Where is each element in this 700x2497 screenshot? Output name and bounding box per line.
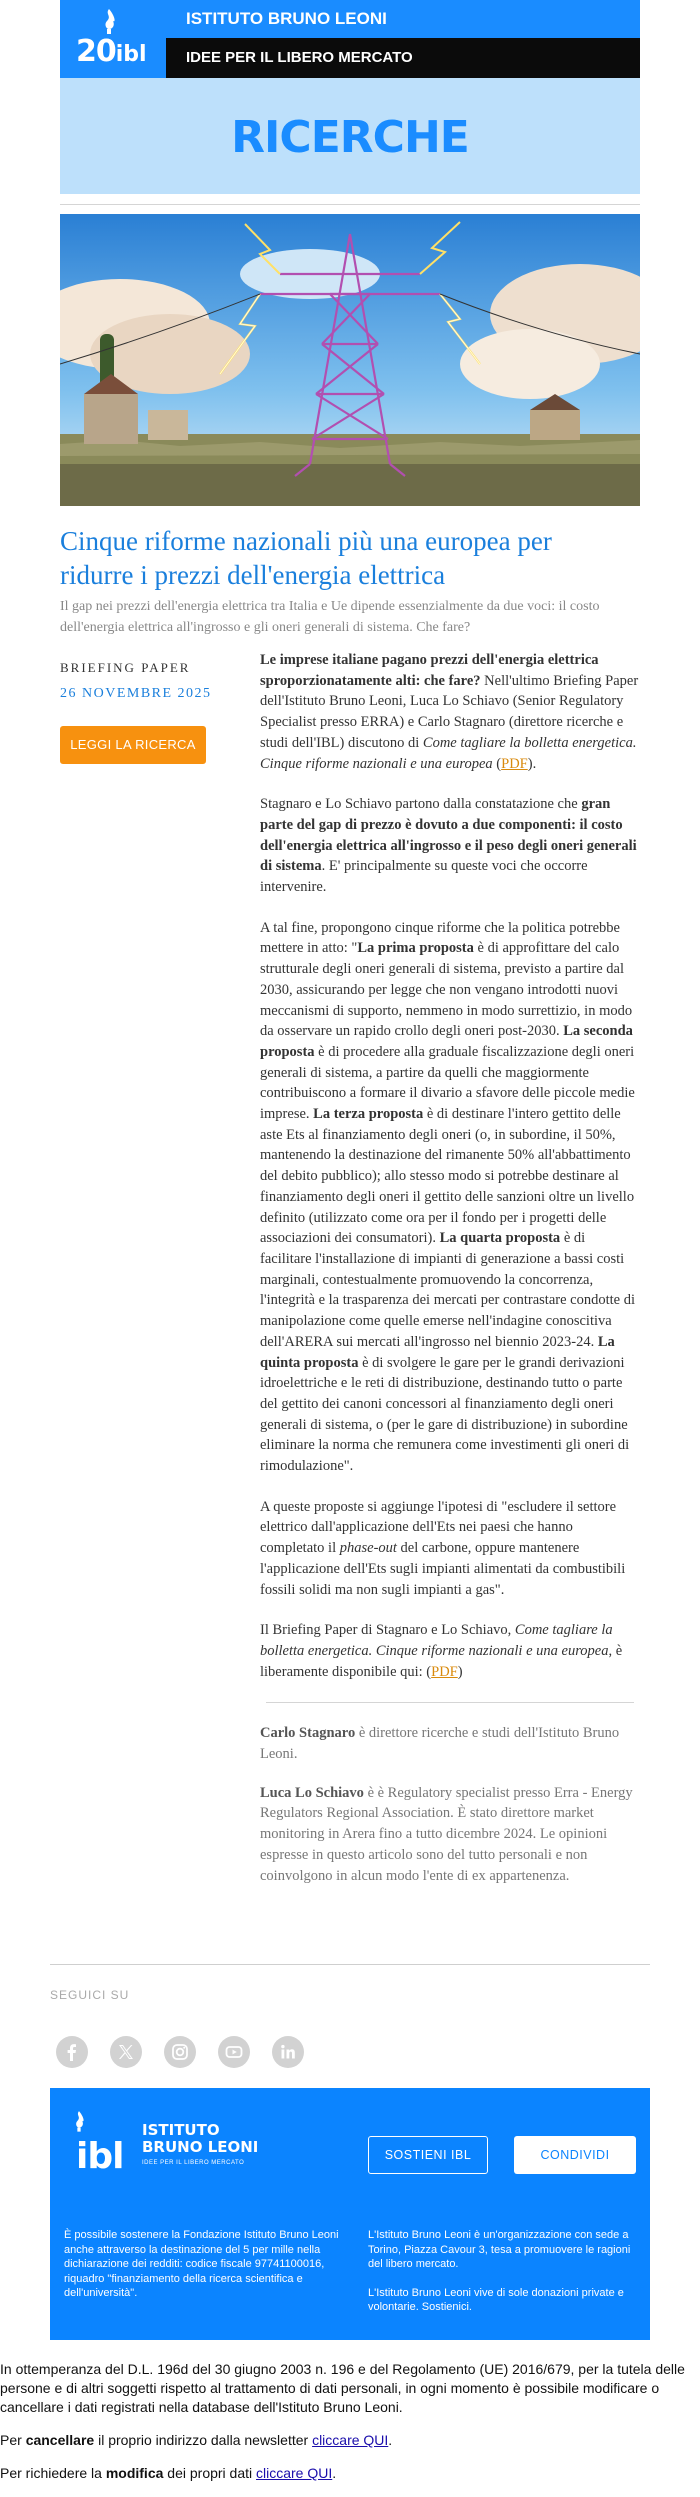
- text: Per: [0, 2432, 26, 2448]
- modify-data-link[interactable]: cliccare QUI: [256, 2465, 333, 2481]
- emphasis: La prima proposta: [357, 940, 474, 957]
- author-bios: [260, 1723, 640, 1886]
- publication-type: BRIEFING PAPER: [60, 660, 191, 675]
- pylon-lightning-illustration: [60, 214, 640, 506]
- publication-date: 26 NOVEMBRE 2025: [60, 686, 212, 701]
- facebook-icon[interactable]: [56, 2036, 88, 2068]
- text: ISTITUTO: [142, 2121, 220, 2139]
- text: Per richiedere la: [0, 2465, 106, 2481]
- tagline: IDEE PER IL LIBERO MERCATO: [166, 38, 640, 78]
- emphasis: modifica: [105, 2465, 164, 2481]
- article-body: [260, 650, 640, 1904]
- torch-flame-icon: [70, 2110, 88, 2132]
- text: è direttore ricerche e studi dell'Istituto Bruno Leoni.: [260, 1725, 620, 1763]
- text: Nell'ultimo Briefing Paper dell'Istituto Bruno Leoni, Luca Lo Schiavo (Senior Regulatory Specialist presso ERRA) e Carlo Stagnaro (direttore ricerche e studi dell'IBL) discutono di: [260, 672, 639, 751]
- footer-tagline: IDEE PER IL LIBERO MERCATO: [142, 2160, 245, 2166]
- support-ibl-button[interactable]: SOSTIENI IBL: [368, 2136, 488, 2174]
- lead-question: Le imprese italiane pagano prezzi dell'energia elettrica sproporzionatamente alti: che fare?: [260, 652, 599, 689]
- about-info: [368, 2228, 638, 2329]
- text: è di svolgere le gare per le grandi derivazioni idroelettriche e le reti di distribuzione, destinando tutto o parte del gettito dei canoni concessori al finanziamento degli oneri generali di sistema, o (per le gare di distribuzione) in subordine eliminare la norma che remunera come investimenti gli oneri di rimodulazione".: [260, 1354, 630, 1475]
- follow-us-label: SEGUICI SU: [50, 1988, 130, 2002]
- ibl-20-logo[interactable]: [60, 0, 166, 78]
- author-bio: [260, 1783, 640, 1887]
- text: L'Istituto Bruno Leoni è un'organizzazione con sede a Torino, Piazza Cavour 3, tesa a promuovere le ragioni del libero mercato.: [368, 2229, 631, 2270]
- section-title: RICERCHE: [231, 112, 469, 163]
- hero-image: [60, 214, 640, 506]
- text: A tal fine, propongono cinque riforme che la politica potrebbe mettere in atto: ": [260, 919, 620, 957]
- unsubscribe-link[interactable]: cliccare QUI: [312, 2432, 389, 2448]
- org-name: ISTITUTO BRUNO LEONI: [166, 0, 640, 38]
- paragraph: [260, 794, 640, 898]
- text: L'Istituto Bruno Leoni vive di sole donazioni private e volontarie. Sostienici.: [368, 2286, 624, 2313]
- emphasis: gran parte del gap di prezzo è dovuto a due componenti: il costo dell'energia elettrica all'ingrosso e il peso degli oneri generali di sistema: [260, 796, 637, 875]
- text: .: [332, 2465, 337, 2481]
- emphasis: La quinta proposta: [260, 1333, 615, 1371]
- pdf-link[interactable]: PDF: [431, 1663, 458, 1680]
- share-button[interactable]: CONDIVIDI: [514, 2136, 636, 2174]
- section-banner: [60, 78, 640, 194]
- text: è di destinare l'intero gettito delle aste Ets al finanziamento degli oneri (o, in subordine, il 50%, mantenendo la destinazione del rimanente 50% all'abbattimento del debito pubblico); allo stesso modo si potrebbe destinare al finanziamento degli oneri il gettito delle sanzioni oltre un livello definito (utilizzato come ora per il fondo per i progetti delle associazioni dei consumatori).: [260, 1106, 635, 1247]
- text: (: [492, 755, 502, 772]
- modify-line: [0, 2464, 700, 2483]
- text: il proprio indirizzo dalla newsletter: [94, 2432, 313, 2448]
- author-name: Carlo Stagnaro: [260, 1725, 356, 1742]
- text: del carbone, oppure mantenere l'applicazione dell'Ets sugli impianti alimentati da combustibili fossili solidi ma non sugli impianti a gas".: [260, 1540, 626, 1598]
- logo-text: 20ibl: [76, 34, 147, 69]
- author-name: Luca Lo Schiavo: [260, 1784, 364, 1801]
- text: In ottemperanza del D.L. 196d del 30 giugno 2003 n. 196 e del Regolamento (UE) 2016/679, per la tutela delle persone e di altri soggetti rispetto al trattamento di dati personali, in ogni momento è possibile modificare o cancellare i dati registrati nella database dell'Istituto Bruno Leoni.: [0, 2361, 685, 2415]
- text: è di approfittare del calo strutturale degli oneri generali di sistema, previsto a partire dal 2030, assicurando per legge che non vengano introdotti nuovi meccanismi di supporto, nemmeno in modo surrettizio, in modo da osservare un rapido crollo degli oneri post-2030.: [260, 940, 633, 1040]
- divider: [50, 1964, 650, 1965]
- paragraph: [260, 650, 640, 774]
- text: ): [457, 1663, 463, 1680]
- unsubscribe-line: [0, 2431, 700, 2450]
- linkedin-icon[interactable]: [272, 2036, 304, 2068]
- footer: [50, 2088, 650, 2340]
- text: Stagnaro e Lo Schiavo partono dalla constatazione che: [260, 796, 582, 813]
- x-icon[interactable]: [110, 2036, 142, 2068]
- text: ).: [527, 755, 537, 772]
- instagram-icon[interactable]: [164, 2036, 196, 2068]
- emphasis: cancellare: [25, 2432, 95, 2448]
- privacy-notice: [0, 2360, 700, 2497]
- author-bio: [260, 1723, 640, 1764]
- footer-logo: ibl: [76, 2136, 124, 2177]
- article-subtitle: Il gap nei prezzi dell'energia elettrica tra Italia e Ue dipende essenzialmente da due voci: il costo dell'energia elettrica all'ingrosso e gli oneri generali di sistema. Che fare?: [60, 599, 600, 635]
- text: , è liberamente disponibile qui: (: [260, 1642, 623, 1680]
- pdf-link[interactable]: PDF: [501, 755, 528, 772]
- emphasis: La quarta proposta: [439, 1230, 561, 1247]
- read-research-button[interactable]: LEGGI LA RICERCA: [60, 726, 206, 764]
- text: BRUNO LEONI: [142, 2138, 259, 2156]
- torch-flame-icon: [98, 8, 120, 34]
- text: è di procedere alla graduale fiscalizzazione degli oneri generali di sistema, a partire da quelli che maggiormente contribuiscono a formare il divario a sfavore delle piccole medie imprese.: [260, 1043, 635, 1123]
- emphasis: phase-out: [339, 1540, 397, 1557]
- youtube-icon[interactable]: [218, 2036, 250, 2068]
- text: .: [388, 2432, 393, 2448]
- paragraph: [260, 1497, 640, 1601]
- text: Il Briefing Paper di Stagnaro e Lo Schiavo,: [260, 1622, 515, 1639]
- paragraph: [260, 1620, 640, 1682]
- paper-title: Come tagliare la bolletta energetica. Cinque riforme nazionali e una europea: [260, 734, 637, 772]
- footer-org-name: [142, 2122, 258, 2156]
- emphasis: La seconda proposta: [260, 1023, 633, 1060]
- donation-info: È possibile sostenere la Fondazione Istituto Bruno Leoni anche attraverso la destinazione del 5 per mille nella dichiarazione dei redditi: codice fiscale 97741100016, riquadro "finanziamento della ricerca scientifica e dell'università".: [64, 2229, 339, 2299]
- divider: [60, 204, 640, 205]
- text: dei propri dati: [163, 2465, 257, 2481]
- divider: [266, 1702, 634, 1703]
- text: . E' principalmente su queste voci che occorre intervenire.: [260, 858, 588, 896]
- text: è di facilitare l'installazione di impianti di generazione a bassi costi marginali, contestualmente promuovendo la concorrenza, l'integrità e la trasparenza dei mercati per contrastare condotte di manipolazione come quelle emerse nell'indagine conoscitiva dell'ARERA sui mercati all'ingrosso nel biennio 2023-24.: [260, 1230, 635, 1350]
- paragraph: [260, 918, 640, 1477]
- text: A queste proposte si aggiunge l'ipotesi di "escludere il settore elettrico dall'applicazione dell'Ets nei paesi che hanno completato il: [260, 1498, 617, 1557]
- paper-title: Come tagliare la bolletta energetica. Cinque riforme nazionali e una europea: [260, 1622, 613, 1659]
- emphasis: La terza proposta: [313, 1106, 424, 1123]
- article-title: Cinque riforme nazionali più una europea per ridurre i prezzi dell'energia elettrica: [60, 526, 552, 590]
- text: è è Regulatory specialist presso Erra - Energy Regulators Regional Association. È stato direttore market monitoring in Arera fino a tutto dicembre 2024. Le opinioni espresse in questo articolo sono del tutto personali e non coinvolgono in alcun modo l'ente di ex appartenenza.: [260, 1784, 633, 1884]
